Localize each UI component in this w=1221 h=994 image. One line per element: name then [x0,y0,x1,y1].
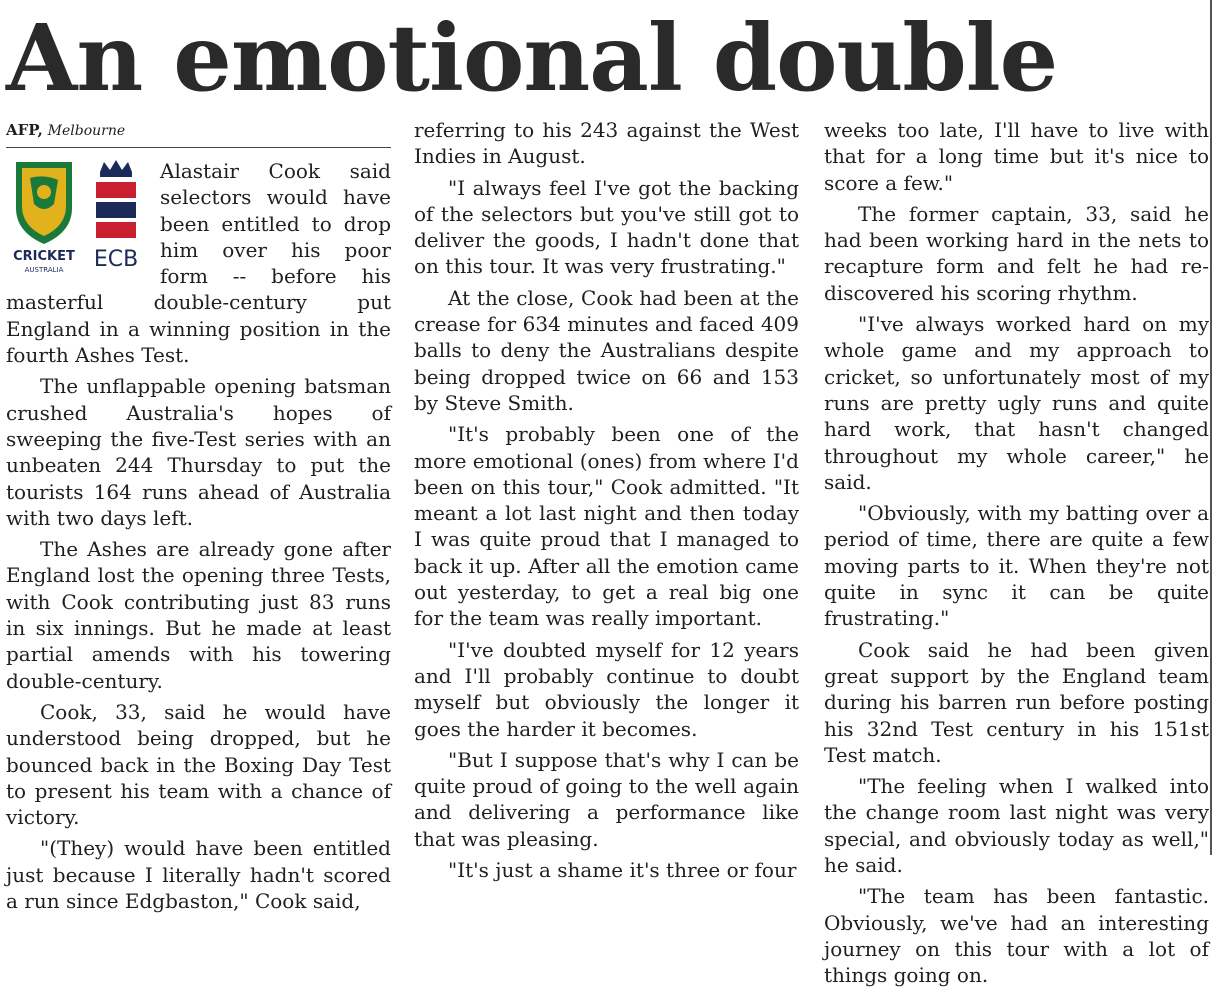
paragraph: "I always feel I've got the backing of the selectors but you've still got to deliver the goods, I hadn't done that on this tour. It was very frustrating." [414,175,799,279]
paragraph: "The feeling when I walked into the change room last night was very special, and obviously today as well," he said. [824,774,1209,878]
paragraph: Cook, 33, said he would have understood being dropped, but he bounced back in the Boxing Day Test to present his team with a chance of victory. [6,699,391,830]
paragraph: "I've always worked hard on my whole game and my approach to cricket, so unfortunately most of my runs are pretty ugly runs and quite hard work, that hasn't changed throughout my whole career," he said. [824,312,1209,494]
paragraph: referring to his 243 against the West Indies in August. [414,118,799,169]
paragraph: weeks too late, I'll have to live with that for a long time but it's nice to score a few." [824,118,1209,195]
paragraph: The Ashes are already gone after England lost the opening three Tests, with Cook contributing just 83 runs in six innings. But he made at least partial amends with his towering double-century. [6,537,391,693]
byline-agency: AFP, [6,121,43,139]
article-column-1 [6,117,391,919]
paragraph: Alastair Cook said selectors would have been entitled to drop him over his poor form -- before his masterful double-century put England in a winning position in the fourth Ashes Test. [6,159,391,368]
paragraph: At the close, Cook had been at the crease for 634 minutes and faced 409 balls to deny the Australians despite being dropped twice on 66 and 153 by Steve Smith. [414,285,799,415]
byline-city: Melbourne [47,123,126,139]
paragraph: "I've doubted myself for 12 years and I'll probably continue to doubt myself but obviously the longer it goes the harder it becomes. [414,637,799,741]
headline: An emotional double [6,4,1058,112]
column-rule [1210,0,1212,855]
paragraph: "But I suppose that's why I can be quite proud of going to the well again and delivering a performance like that was pleasing. [414,747,799,851]
article-column-2 [414,117,799,888]
paragraph: Cook said he had been given great support by the England team during his barren run before posting his 32nd Test century in his 151st Test match. [824,637,1209,767]
ca-logo-text: CRICKET [13,249,75,264]
paragraph: "(They) would have been entitled just because I literally hadn't scored a run since Edgbaston," Cook said, [6,836,391,914]
ca-logo-subtext: AUSTRALIA [24,266,64,274]
logos [6,158,154,286]
article-column-3 [824,117,1209,994]
paragraph: The unflappable opening batsman crushed Australia's hopes of sweeping the five-Test series with an unbeaten 244 Thursday to put the tourists 164 runs ahead of Australia with two days left. [6,374,391,530]
paragraph: The former captain, 33, said he had been working hard in the nets to recapture form and felt he had re-discovered his scoring rhythm. [824,201,1209,305]
ecb-logo [90,158,142,276]
paragraph: "The team has been fantastic. Obviously, we've had an interesting journey on this tour with a lot of things going on. [824,884,1209,988]
ecb-logo-text: ECB [93,247,139,272]
cricket-australia-logo [8,158,80,276]
paragraph: "It's probably been one of the more emotional (ones) from where I'd been on this tour," Cook admitted. "It meant a lot last night and then today I was quite proud that I managed to back it up. After all the emotion came out yesterday, to get a real big one for the team was really important. [414,422,799,631]
paragraph: "Obviously, with my batting over a period of time, there are quite a few moving parts to it. When they're not quite in sync it can be quite frustrating." [824,501,1209,631]
paragraph: "It's just a shame it's three or four [448,858,797,883]
byline [6,117,391,148]
